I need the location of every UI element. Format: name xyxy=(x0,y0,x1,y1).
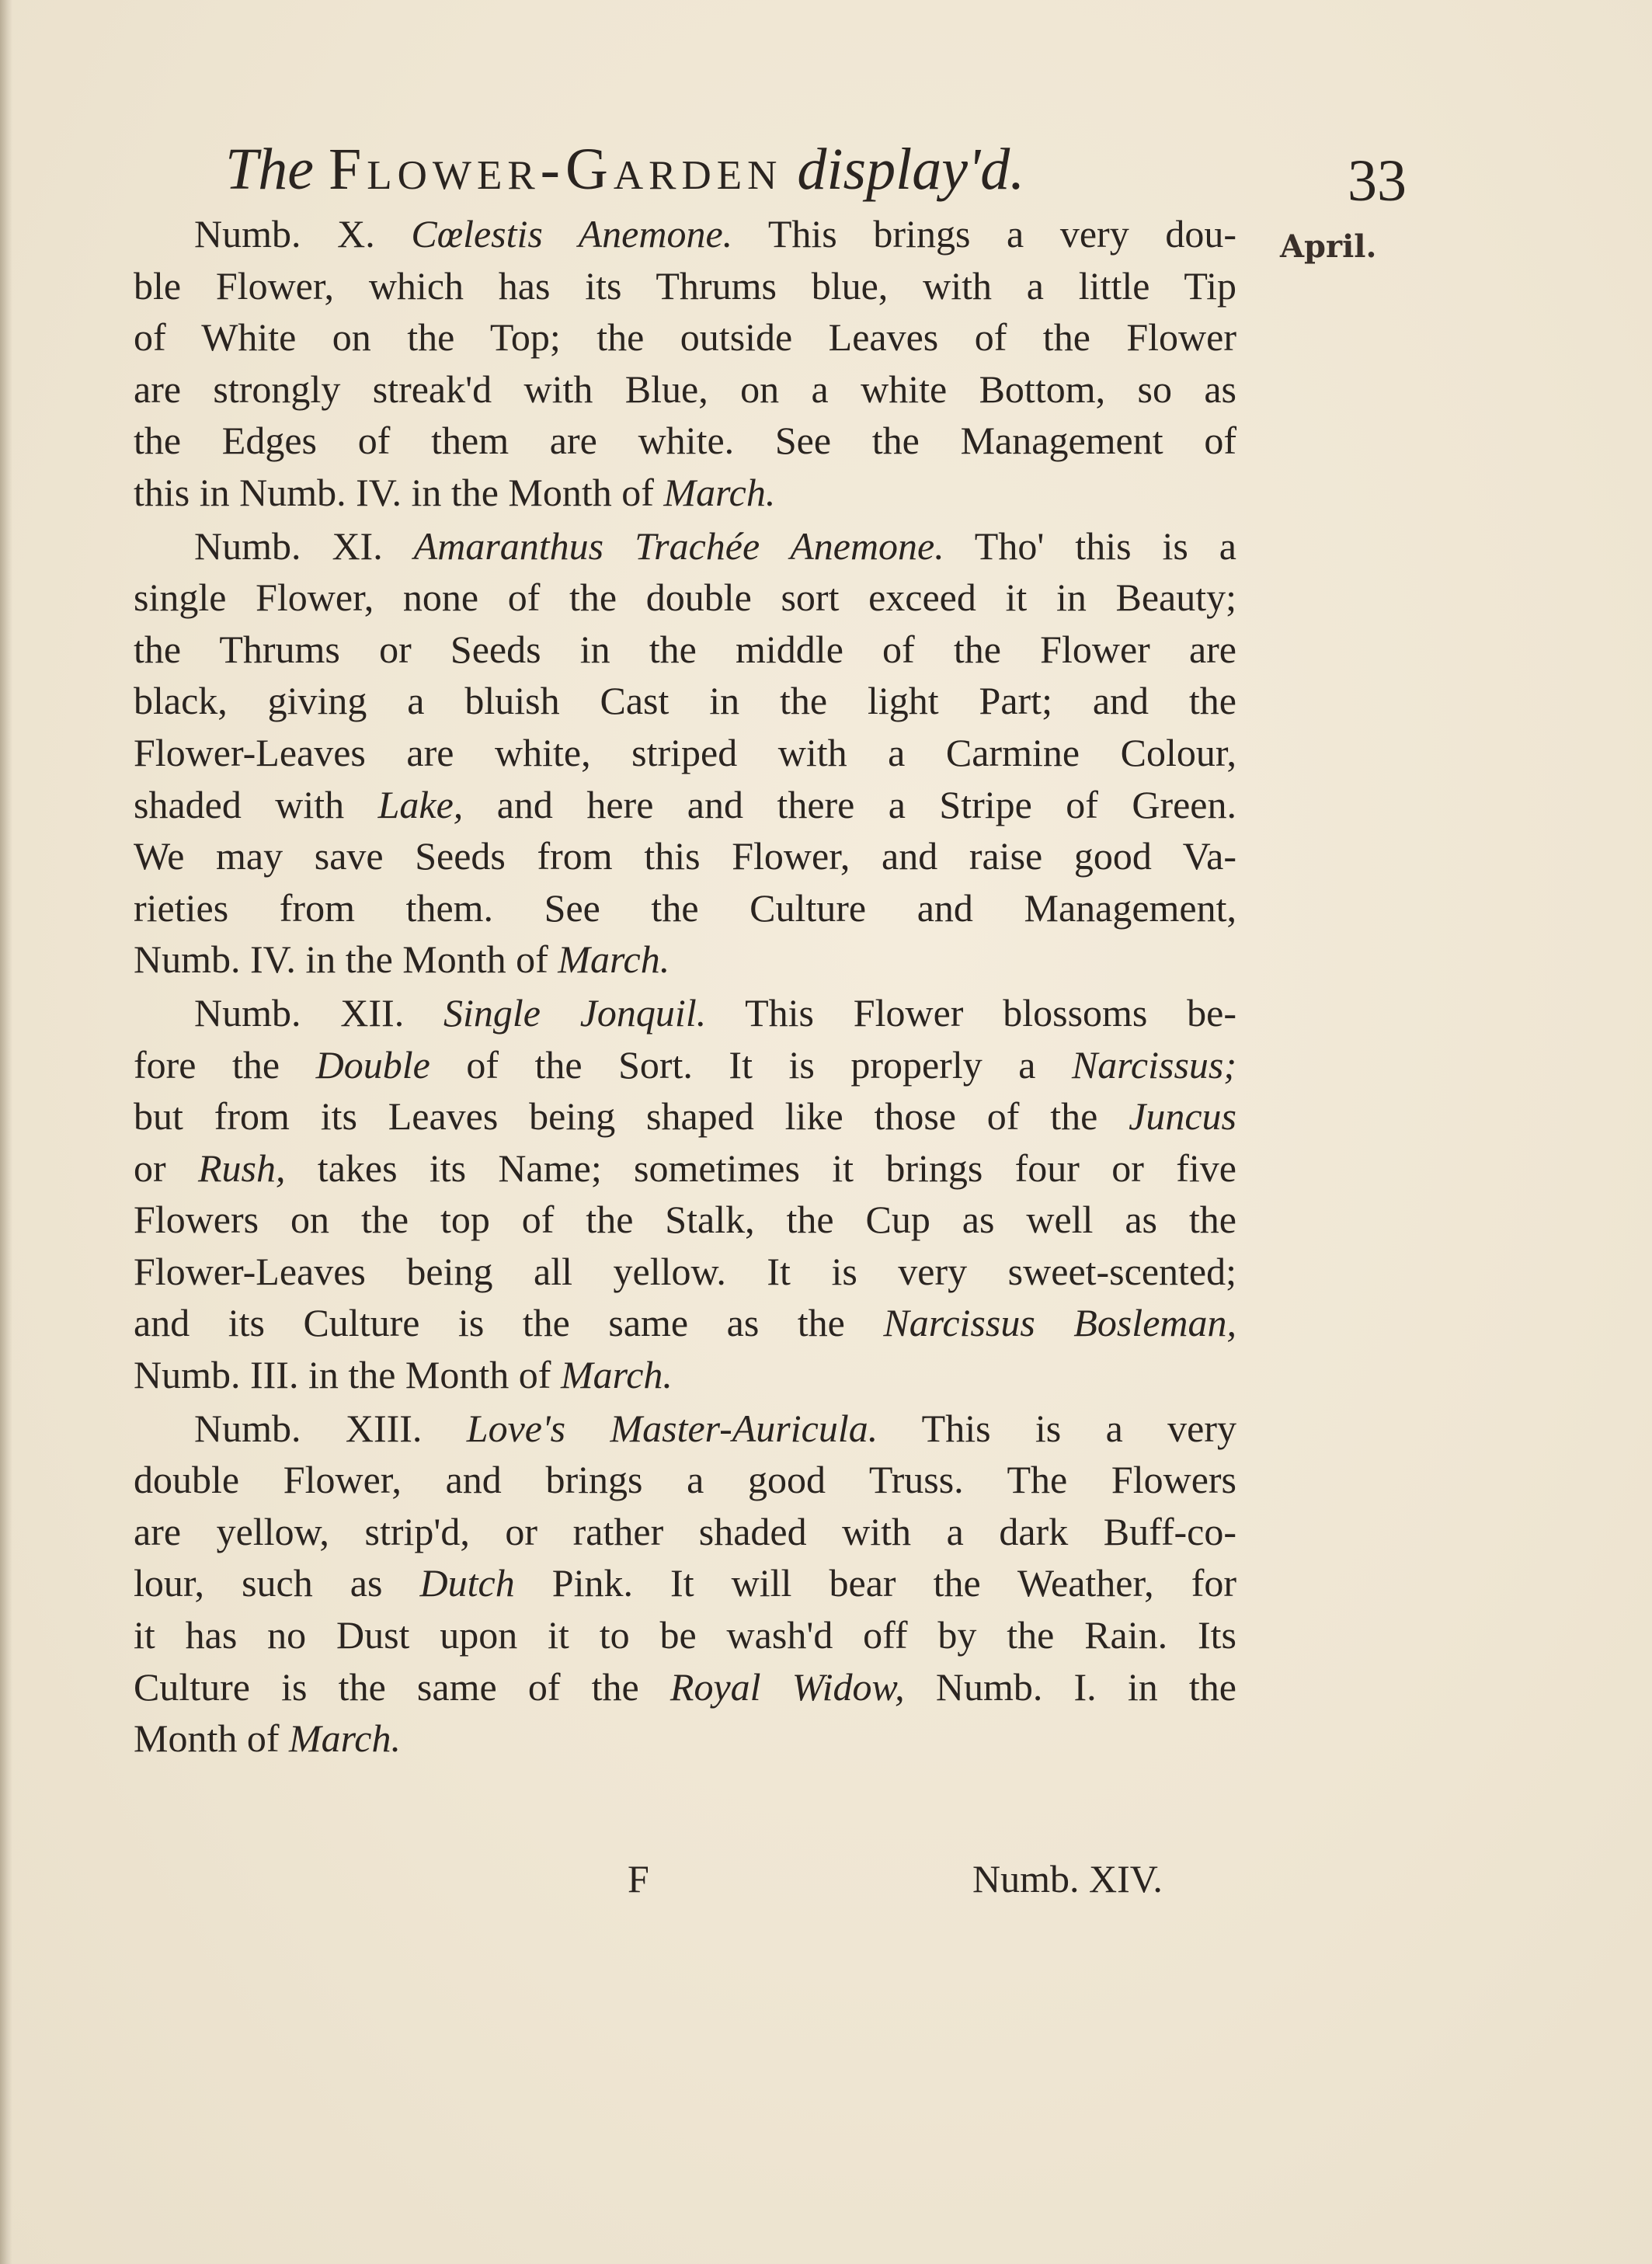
italic-text: March. xyxy=(663,470,776,514)
italic-text: Narcissus Bosleman, xyxy=(883,1301,1237,1345)
text-run: Pink. It will bear the Weather, for xyxy=(514,1561,1236,1605)
text-run: Numb. X. xyxy=(194,212,412,256)
text-line xyxy=(134,1454,1236,1506)
italic-text: March. xyxy=(560,1353,673,1397)
paragraph xyxy=(134,987,1236,1401)
text-run: We may save Seeds from this Flower, and raise good Va- xyxy=(134,834,1236,878)
text-run: Numb. XIII. xyxy=(194,1406,467,1450)
text-run: Numb. XII. xyxy=(194,990,443,1035)
running-title-the: The xyxy=(225,137,314,202)
text-line xyxy=(134,1557,1236,1609)
text-run: and its Culture is the same as the xyxy=(134,1301,884,1345)
text-run: This Flower blossoms be- xyxy=(706,990,1237,1035)
text-line xyxy=(134,311,1236,363)
italic-text: Dutch xyxy=(419,1561,515,1605)
text-line xyxy=(134,208,1236,260)
italic-text: Narcissus; xyxy=(1071,1042,1237,1087)
text-run: ble Flower, which has its Thrums blue, with a little Tip xyxy=(134,263,1236,308)
text-run: Flower-Leaves being all yellow. It is very sweet-scented; xyxy=(134,1249,1236,1293)
text-line xyxy=(134,1194,1236,1246)
binding-gutter xyxy=(0,0,12,2264)
text-line xyxy=(134,1349,1236,1401)
text-line xyxy=(134,1246,1236,1298)
text-run: Numb. III. in the Month of xyxy=(134,1353,561,1397)
text-run: Numb. XI. xyxy=(194,523,414,568)
text-run: Tho' this is a xyxy=(944,523,1236,568)
text-run: of White on the Top; the outside Leaves of the Flower xyxy=(134,315,1236,360)
italic-text: Double xyxy=(315,1042,430,1087)
margin-note-month: April. xyxy=(1280,228,1377,265)
text-line xyxy=(134,727,1236,779)
text-line xyxy=(134,415,1236,467)
text-line xyxy=(134,1506,1236,1558)
text-line xyxy=(134,830,1236,882)
text-run: This brings a very dou- xyxy=(732,212,1236,256)
text-run: black, giving a bluish Cast in the light Part; and the xyxy=(134,679,1236,723)
paragraph xyxy=(134,1403,1236,1765)
text-line xyxy=(134,987,1236,1039)
text-line xyxy=(134,1039,1236,1091)
italic-text: Love's Master-Auricula. xyxy=(466,1406,878,1450)
text-line xyxy=(134,779,1236,831)
text-run: or xyxy=(134,1146,198,1190)
text-line xyxy=(134,1661,1236,1713)
text-line xyxy=(134,1609,1236,1661)
text-run: the Edges of them are white. See the Management of xyxy=(134,419,1236,463)
text-run: the Thrums or Seeds in the middle of the Flower are xyxy=(134,627,1236,671)
text-line xyxy=(134,934,1236,986)
text-line xyxy=(134,1403,1236,1455)
text-run: Month of xyxy=(134,1716,289,1761)
text-run: Numb. IV. in the Month of xyxy=(134,937,558,982)
text-run: but from its Leaves being shaped like those of the xyxy=(134,1094,1129,1139)
text-line xyxy=(134,1142,1236,1195)
text-run: shaded with xyxy=(134,782,378,826)
page-header xyxy=(225,130,1421,214)
text-line xyxy=(134,520,1236,572)
page-number: 33 xyxy=(1348,148,1407,214)
italic-text: Single Jonquil. xyxy=(443,990,707,1035)
paragraph xyxy=(134,520,1236,986)
catchword: Numb. XIV. xyxy=(972,1857,1163,1901)
paragraph xyxy=(134,208,1236,519)
text-line xyxy=(134,624,1236,676)
italic-text: Amaranthus Trachée Anemone. xyxy=(413,523,944,568)
text-run: Numb. I. in the xyxy=(904,1664,1236,1709)
italic-text: Rush, xyxy=(197,1146,286,1190)
text-run: rieties from them. See the Culture and Management, xyxy=(134,885,1236,930)
text-run: single Flower, none of the double sort exceed it in Beauty; xyxy=(134,576,1236,620)
text-run: lour, such as xyxy=(134,1561,420,1605)
signature-mark: F xyxy=(628,1857,649,1901)
text-run: of the Sort. It is properly a xyxy=(430,1042,1072,1087)
text-line xyxy=(134,363,1236,416)
italic-text: March. xyxy=(289,1716,401,1761)
text-run: Flowers on the top of the Stalk, the Cup as well as the xyxy=(134,1198,1236,1242)
text-run: double Flower, and brings a good Truss. The Flowers xyxy=(134,1458,1236,1502)
italic-text: Lake, xyxy=(377,782,464,826)
running-title xyxy=(225,130,1024,208)
text-line xyxy=(134,675,1236,727)
text-run: Culture is the same of the xyxy=(134,1664,670,1709)
text-line xyxy=(134,1713,1236,1765)
text-line xyxy=(134,260,1236,312)
running-title-end: display'd. xyxy=(797,137,1025,202)
text-run: are strongly streak'd with Blue, on a white Bottom, so as xyxy=(134,367,1236,411)
text-run: takes its Name; sometimes it brings four or five xyxy=(285,1146,1236,1190)
text-run: fore the xyxy=(134,1042,316,1087)
text-line xyxy=(134,1297,1236,1349)
italic-text: Juncus xyxy=(1129,1094,1236,1139)
text-run: and here and there a Stripe of Green. xyxy=(463,782,1236,826)
italic-text: Cœlestis Anemone. xyxy=(411,212,733,256)
running-title-main: Flower-Garden xyxy=(329,137,783,202)
text-run: this in Numb. IV. in the Month of xyxy=(134,470,664,514)
italic-text: Royal Widow, xyxy=(669,1664,905,1709)
text-line xyxy=(134,467,1236,519)
text-run: Flower-Leaves are white, striped with a Carmine Colour, xyxy=(134,730,1236,774)
text-line xyxy=(134,1090,1236,1142)
text-run: This is a very xyxy=(878,1406,1237,1450)
text-line xyxy=(134,882,1236,934)
body-text xyxy=(134,208,1236,1766)
text-run: are yellow, strip'd, or rather shaded with a dark Buff-co- xyxy=(134,1509,1236,1553)
text-run: it has no Dust upon it to be wash'd off by the Rain. Its xyxy=(134,1613,1236,1657)
text-line xyxy=(134,572,1236,624)
italic-text: March. xyxy=(558,937,670,982)
